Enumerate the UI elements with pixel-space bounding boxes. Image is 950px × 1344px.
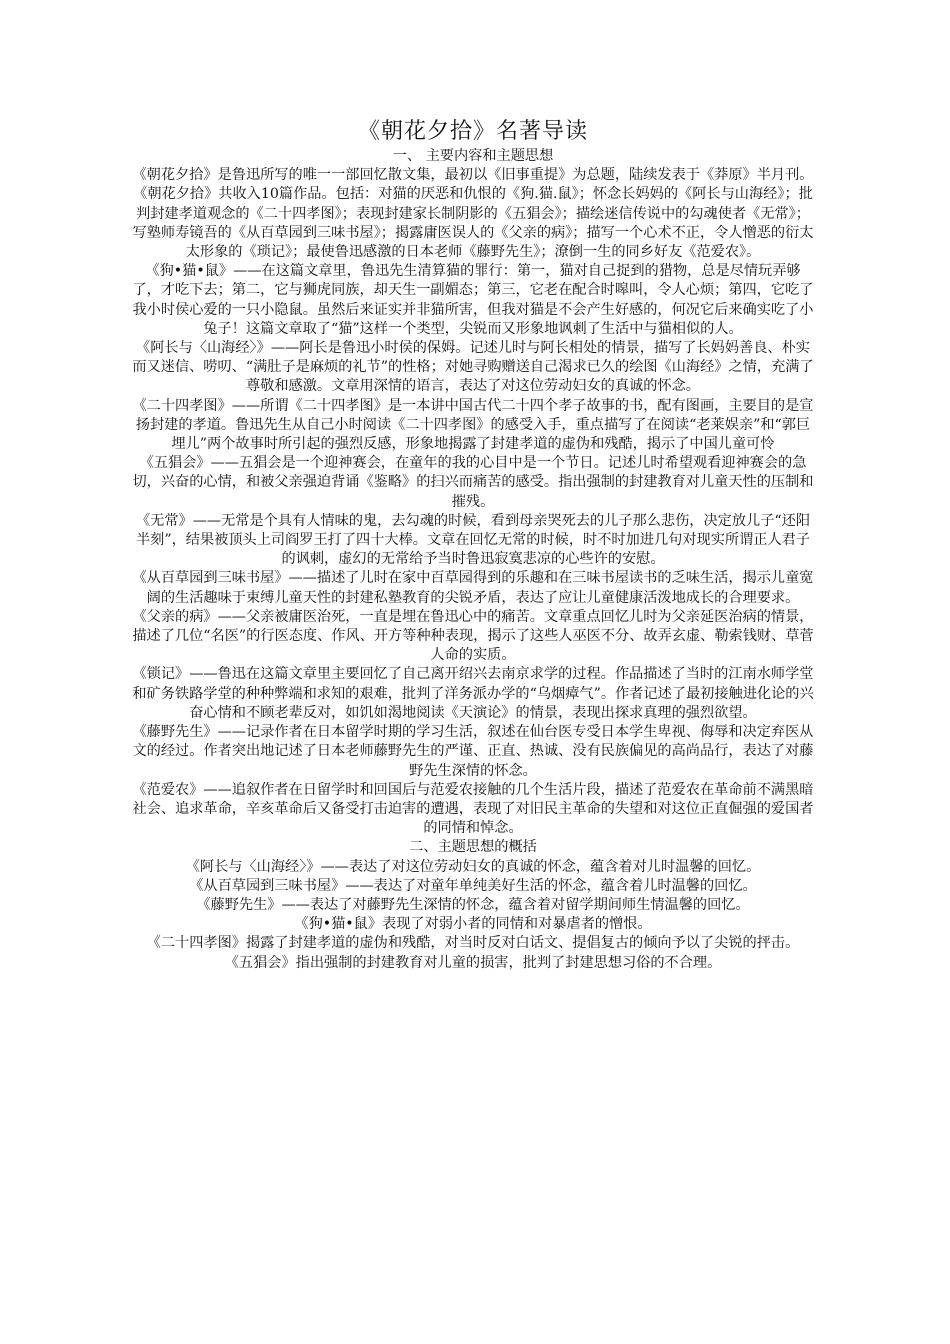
section-heading-2: 二、主题思想的概括 [409, 839, 537, 856]
document-page [132, 117, 814, 973]
work-summary: 《从百草园到三味书屋》——描述了儿时在家中百草园得到的乐趣和在三味书屋读书的乏味生活，揭示儿童宽阔的生活趣味于束缚儿童天性的封建私塾教育的尖锐矛盾，表达了应让儿童健康活泼地成长的合理要求。 [132, 570, 814, 606]
theme-summary: 《狗•猫•鼠》表现了对弱小者的同情和对暴虐者的憎恨。 [294, 916, 652, 933]
intro-paragraph: 《朝花夕拾》共收入10篇作品。包括：对猫的厌恶和仇恨的《狗.猫.鼠》；怀念长妈妈的《阿长与山海经》；批判封建孝道观念的《二十四孝图》；表现封建家长制阴影的《五猖会》；描绘迷信传说中的勾魂使者《无常》；写塾师寿镜吾的《从百草园到三味书屋》；揭露庸医误人的《父亲的病》；描写一个心术不正，令人憎恶的衍太太形象的《琐记》；最使鲁迅感激的日本老师《藤野先生》；潦倒一生的同乡好友《范爱农》。 [132, 186, 814, 261]
theme-summary: 《藤野先生》——表达了对藤野先生深情的怀念，蕴含着对留学期间师生情温馨的回忆。 [196, 896, 750, 913]
work-summary: 《范爱农》——追叙作者在日留学时和回国后与范爱农接触的几个生活片段，描述了范爱农在革命前不满黑暗社会、追求革命，辛亥革命后又备受打击迫害的遭遇，表现了对旧民主革命的失望和对这位正直倔强的爱国者的同情和悼念。 [132, 781, 814, 837]
section-heading-1: 一、 主要内容和主题思想 [392, 148, 554, 164]
theme-summary: 《阿长与〈山海经〉》——表达了对这位劳动妇女的真诚的怀念，蕴含着对儿时温馨的回忆。 [185, 858, 761, 875]
theme-summary: 《从百草园到三味书屋》——表达了对童年单纯美好生活的怀念，蕴含着儿时温馨的回忆。 [189, 877, 757, 894]
work-summary: 《无常》——无常是个具有人情味的鬼，去勾魂的时候，看到母亲哭死去的儿子那么悲伤，决定放儿子“还阳半刻”，结果被顶头上司阎罗王打了四十大棒。文章在回忆无常的时候，时不时加进几句对现实所谓正人君子的讽刺，虚幻的无常给予当时鲁迅寂寞悲凉的心些许的安慰。 [135, 512, 811, 568]
work-summary: 《阿长与〈山海经〉》——阿长是鲁迅小时侯的保姆。记述儿时与阿长相处的情景，描写了长妈妈善良、朴实而又迷信、唠叨、“满肚子是麻烦的礼节”的性格；对她寻购赠送自己渴求已久的绘图《山海经》之情，充满了尊敬和感激。文章用深情的语言，表达了对这位劳动妇女的真诚的怀念。 [132, 340, 814, 395]
work-summary: 《藤野先生》——记录作者在日本留学时期的学习生活，叙述在仙台医专受日本学生卑视、侮辱和决定弃医从文的经过。作者突出地记述了日本老师藤野先生的严谨、正直、热诚、没有民族偏见的高尚品行，表达了对藤野先生深情的怀念。 [132, 724, 814, 779]
document-title: 《朝花夕拾》名著导读 [357, 119, 588, 144]
theme-summary: 《二十四孝图》揭露了封建孝道的虚伪和残酷，对当时反对白话文、提倡复古的倾向予以了尖锐的抨击。 [146, 935, 800, 952]
work-summary: 《锁记》——鲁迅在这篇文章里主要回忆了自己离开绍兴去南京求学的过程。作品描述了当时的江南水师学堂和矿务铁路学堂的种种弊端和求知的艰难，批判了洋务派办学的“乌烟瘴气”。作者记述了最初接触进化论的兴奋心情和不顾老辈反对，如饥如渴地阅读《天演论》的情景，表现出探求真理的强烈欲望。 [132, 666, 814, 721]
work-summary: 《二十四孝图》——所谓《二十四孝图》是一本讲中国古代二十四个孝子故事的书，配有图画，主要目的是宣扬封建的孝道。鲁迅先生从自己小时阅读《二十四孝图》的感受入手，重点描写了在阅读“老莱娱亲”和“郭巨埋儿”两个故事时所引起的强烈反感，形象地揭露了封建孝道的虚伪和残酷，揭示了中国儿童可怜 [132, 397, 814, 453]
work-summary: 《父亲的病》——父亲被庸医治死，一直是埋在鲁迅心中的痛苦。文章重点回忆儿时为父亲延医治病的情景，描述了几位“名医”的行医态度、作风、开方等种种表现，揭示了这些人巫医不分、故弄玄虚、勒索钱财、草菅人命的实质。 [132, 608, 814, 664]
work-summary: 《狗•猫•鼠》——在这篇文章里，鲁迅先生清算猫的罪行：第一，猫对自己捉到的猎物，总是尽情玩弄够了，才吃下去；第二，它与狮虎同族，却天生一副媚态；第三，它老在配合时嗥叫，令人心烦；第四，它吃了我小时侯心爱的一只小隐鼠。虽然后来证实并非猫所害，但我对猫是不会产生好感的，何况它后来确实吃了小兔子！这篇文章取了“猫”这样一个类型，尖锐而又形象地讽刺了生活中与猫相似的人。 [132, 263, 814, 337]
theme-summary: 《五猖会》指出强制的封建教育对儿童的损害，批判了封建思想习俗的不合理。 [224, 954, 722, 971]
work-summary: 《五猖会》——五猖会是一个迎神赛会，在童年的我的心目中是一个节日。记述儿时希望观看迎神赛会的急切，兴奋的心情，和被父亲强迫背诵《鉴略》的扫兴而痛苦的感受。指出强制的封建教育对儿童天性的压制和摧残。 [132, 455, 814, 510]
intro-paragraph: 《朝花夕拾》是鲁迅所写的唯一一部回忆散文集，最初以《旧事重提》为总题，陆续发表于《莽原》半月刊。 [132, 167, 814, 184]
